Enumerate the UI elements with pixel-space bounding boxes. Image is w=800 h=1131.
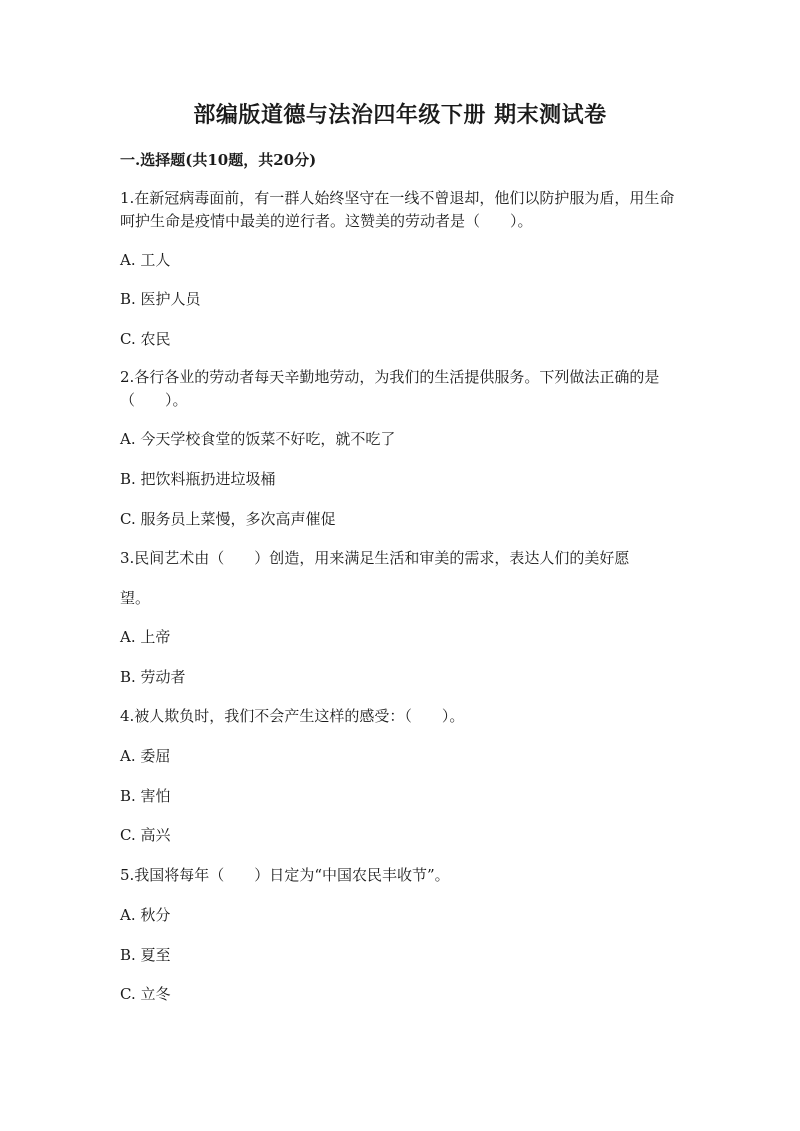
question-4-option-a: A. 委屈	[120, 747, 171, 765]
question-2-option-c: C. 服务员上菜慢，多次高声催促	[120, 510, 336, 528]
question-5-option-a: A. 秋分	[120, 906, 171, 924]
question-4-stem: 4.被人欺负时，我们不会产生这样的感受：（ ）。	[120, 707, 465, 725]
question-2-stem: 2.各行各业的劳动者每天辛勤地劳动，为我们的生活提供服务。下列做法正确的是（ ）。	[120, 368, 660, 409]
question-5-stem: 5.我国将每年（ ）日定为“中国农民丰收节”。	[120, 866, 450, 884]
page-title: 部编版道德与法治四年级下册 期末测试卷	[193, 102, 607, 128]
question-5-option-c: C. 立冬	[120, 985, 171, 1003]
question-5-option-b: B. 夏至	[120, 946, 171, 964]
question-4-option-b: B. 害怕	[120, 787, 171, 805]
question-4-option-c: C. 高兴	[120, 826, 171, 844]
question-3-stem-line-1: 3.民间艺术由（ ）创造，用来满足生活和审美的需求，表达人们的美好愿	[120, 549, 630, 567]
question-1-option-c: C. 农民	[120, 330, 171, 348]
section-heading: 一.选择题(共10题，共20分)	[120, 151, 317, 169]
question-1-option-b: B. 医护人员	[120, 290, 201, 308]
question-1-stem: 1.在新冠病毒面前，有一群人始终坚守在一线不曾退却，他们以防护服为盾，用生命呵护生命是疫情中最美的逆行者。这赞美的劳动者是（ ）。	[120, 189, 675, 230]
question-1-option-a: A. 工人	[120, 251, 171, 269]
question-3-stem-line-2: 望。	[120, 589, 151, 607]
question-2-option-a: A. 今天学校食堂的饭菜不好吃，就不吃了	[120, 430, 396, 448]
question-2-option-b: B. 把饮料瓶扔进垃圾桶	[120, 470, 276, 488]
question-3-option-a: A. 上帝	[120, 628, 171, 646]
question-3-option-b: B. 劳动者	[120, 668, 186, 686]
